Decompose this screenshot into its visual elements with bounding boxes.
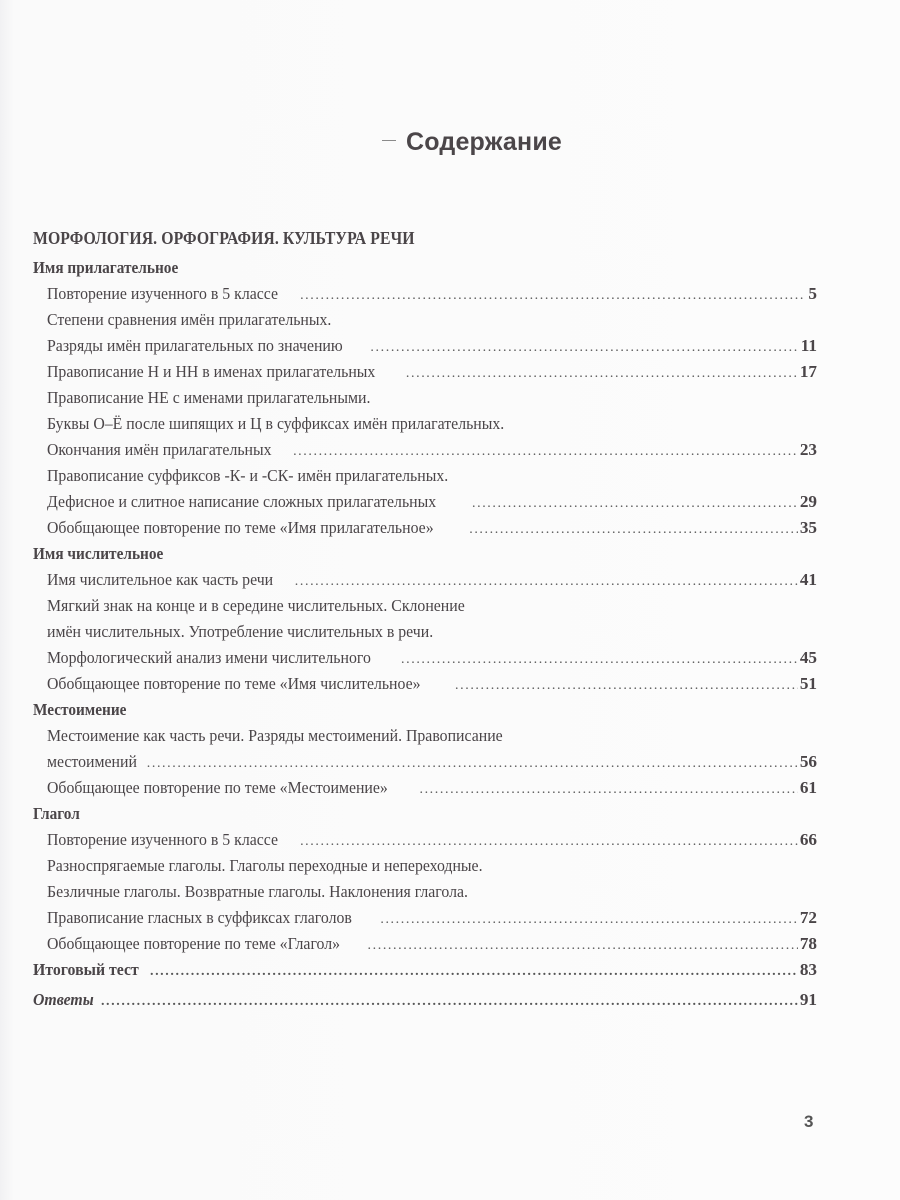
part-heading: МОРФОЛОГИЯ. ОРФОГРАФИЯ. КУЛЬТУРА РЕЧИ xyxy=(33,228,415,248)
entry-text: Правописание Н и НН в именах прилагательных xyxy=(47,362,376,381)
dot-leader xyxy=(368,934,798,958)
table-of-contents xyxy=(33,228,817,1014)
entry-text: Дефисное и слитное написание сложных прилагательных xyxy=(47,492,437,511)
entry-text: Ответы xyxy=(33,990,94,1009)
entry-text: Разноспрягаемые глаголы. Глаголы переходные и непереходные. xyxy=(47,856,483,875)
toc-entry[interactable] xyxy=(33,672,817,698)
toc-entry[interactable] xyxy=(33,568,817,594)
toc-entry xyxy=(33,724,817,750)
dot-leader xyxy=(472,492,798,516)
entry-text: имён числительных. Употребление числительных в речи. xyxy=(47,622,434,641)
toc-entry[interactable] xyxy=(33,360,817,386)
entry-page: 35 xyxy=(799,518,817,537)
entry-text: Морфологический анализ имени числительного xyxy=(47,648,371,667)
section-heading: Глагол xyxy=(33,804,80,823)
dot-leader xyxy=(300,830,798,854)
entry-page: 66 xyxy=(799,830,817,849)
entry-text: Разряды имён прилагательных по значению xyxy=(47,336,343,355)
dot-leader xyxy=(380,908,797,932)
toc-entry[interactable] xyxy=(33,906,817,932)
dot-leader xyxy=(401,648,798,672)
toc-entry[interactable] xyxy=(33,776,817,802)
dot-leader xyxy=(406,362,798,386)
entry-text: Обобщающее повторение по теме «Имя числительное» xyxy=(47,674,421,693)
toc-entry[interactable] xyxy=(33,750,817,776)
entry-text: Степени сравнения имён прилагательных. xyxy=(47,310,332,329)
toc-entry[interactable] xyxy=(33,490,817,516)
entry-page: 41 xyxy=(799,570,817,589)
dot-leader xyxy=(150,960,798,984)
toc-entry xyxy=(33,620,817,646)
dot-leader xyxy=(469,518,798,542)
entry-text: Местоимение как часть речи. Разряды местоимений. Правописание xyxy=(47,726,503,745)
entry-page: 29 xyxy=(799,492,817,511)
dot-leader xyxy=(455,674,798,698)
entry-page: 45 xyxy=(799,648,817,667)
section-heading: Имя числительное xyxy=(33,544,164,563)
entry-text: Обобщающее повторение по теме «Имя прилагательное» xyxy=(47,518,434,537)
toc-entry[interactable] xyxy=(33,516,817,542)
entry-page: 11 xyxy=(800,336,817,355)
entry-page: 5 xyxy=(808,284,817,303)
entry-text: Повторение изученного в 5 классе xyxy=(47,284,278,303)
dot-leader xyxy=(147,752,798,776)
toc-entry xyxy=(33,386,817,412)
entry-text: Имя числительное как часть речи xyxy=(47,570,274,589)
toc-entry[interactable] xyxy=(33,438,817,464)
page-number: 3 xyxy=(804,1112,814,1131)
entry-text: Итоговый тест xyxy=(33,960,139,979)
dot-leader xyxy=(293,440,798,464)
entry-page: 23 xyxy=(799,440,817,459)
entry-text: Повторение изученного в 5 классе xyxy=(47,830,278,849)
entry-page: 61 xyxy=(799,778,817,797)
dot-leader xyxy=(300,284,803,308)
entry-text: Обобщающее повторение по теме «Глагол» xyxy=(47,934,341,953)
toc-entry xyxy=(33,854,817,880)
section-heading: Имя прилагательное xyxy=(33,258,179,277)
page-title xyxy=(0,128,900,157)
entry-page: 17 xyxy=(799,362,817,381)
toc-entry xyxy=(33,594,817,620)
entry-text: Буквы О–Ё после шипящих и Ц в суффиксах имён прилагательных. xyxy=(47,414,505,433)
dot-leader xyxy=(101,990,798,1014)
dot-leader xyxy=(419,778,797,802)
toc-entry xyxy=(33,308,817,334)
entry-page: 72 xyxy=(799,908,817,927)
entry-text: Правописание гласных в суффиксах глаголов xyxy=(47,908,352,927)
entry-text: Обобщающее повторение по теме «Местоимение» xyxy=(47,778,388,797)
dot-leader xyxy=(370,336,798,360)
toc-entry[interactable] xyxy=(33,282,817,308)
entry-page: 51 xyxy=(799,674,817,693)
entry-page: 56 xyxy=(799,752,817,771)
entry-page: 83 xyxy=(799,960,817,979)
dot-leader xyxy=(295,570,798,594)
toc-entry[interactable] xyxy=(33,828,817,854)
entry-text: местоимений xyxy=(47,752,137,771)
toc-entry-final-test[interactable] xyxy=(33,958,817,984)
toc-entry[interactable] xyxy=(33,646,817,672)
section-heading: Местоимение xyxy=(33,700,127,719)
entry-text: Правописание суффиксов -К- и -СК- имён прилагательных. xyxy=(47,466,449,485)
toc-entry[interactable] xyxy=(33,932,817,958)
entry-page: 78 xyxy=(799,934,817,953)
entry-page: 91 xyxy=(799,990,817,1009)
toc-entry xyxy=(33,464,817,490)
toc-entry xyxy=(33,880,817,906)
entry-text: Правописание НЕ с именами прилагательными. xyxy=(47,388,371,407)
entry-text: Мягкий знак на конце и в середине числительных. Склонение xyxy=(47,596,465,615)
toc-entry-answers[interactable] xyxy=(33,988,817,1014)
decorative-dash xyxy=(382,140,396,141)
entry-text: Окончания имён прилагательных xyxy=(47,440,272,459)
entry-text: Безличные глаголы. Возвратные глаголы. Наклонения глагола. xyxy=(47,882,468,901)
title-text: Содержание xyxy=(405,128,563,156)
toc-entry xyxy=(33,412,817,438)
toc-entry[interactable] xyxy=(33,334,817,360)
